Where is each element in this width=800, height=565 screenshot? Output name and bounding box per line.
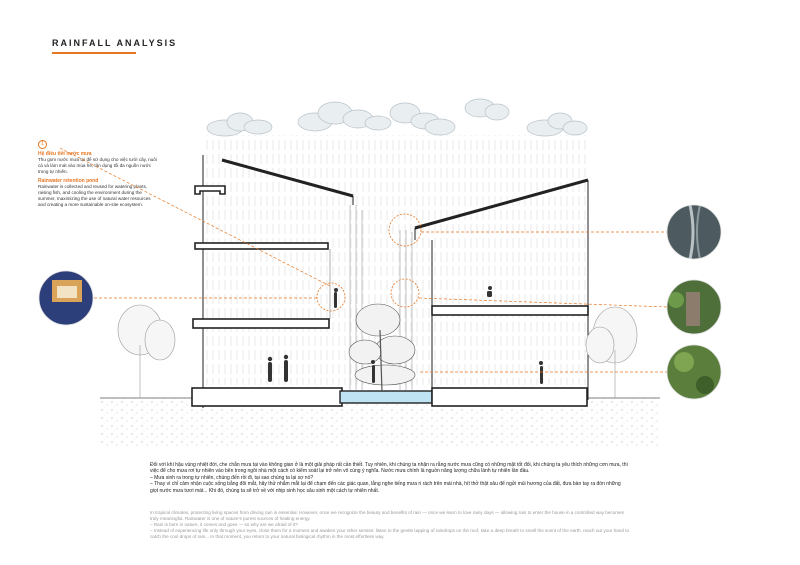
body-en-paragraph: In tropical climates, protecting living spaces from driving rain is essential. However, once we recognize the beauty and benefits of rain — once we learn to love rainy days — allowing rain to enter the house in a controlled way becomes truly meaningful. Rainwater is one of nature's purest sources of healing energy. bbox=[150, 510, 624, 521]
body-text-vietnamese bbox=[150, 462, 630, 494]
body-text-english bbox=[150, 510, 630, 540]
note-heading-en: Rainwater retention pond bbox=[38, 178, 99, 184]
body-en-paragraph: – Instead of experiencing life only through your eyes, close them for a moment and awaken your other senses: listen to the gentle tapping of raindrops on the roof, take a deep breath to smell the scent of the earth, reach out your hand to catch the cool drops of rain... In that moment, you return to your natural biological rhythm in the most effortless way. bbox=[150, 528, 630, 539]
body-en-paragraph: – Rain is born in nature, it comes and goes — so why are we afraid of it? bbox=[150, 522, 298, 527]
page-title: RAINFALL ANALYSIS bbox=[52, 38, 178, 48]
note-text-vi: Thu gom nước mưa tại để sử dụng cho việc tưới cây, nuôi cá và làm mát vào mùa hè, tận dụng tối đa nguồn nước trong tự nhiên. bbox=[38, 157, 157, 174]
retention-pond bbox=[340, 391, 432, 403]
note-text-en: Rainwater is collected and reused for watering plants, raising fish, and cooling the environment during the summer, maximizing the use of natural water resources and creating a more sustainable on-site ecosystem. bbox=[38, 184, 151, 207]
body-vi-paragraph: – Thay vì chỉ cảm nhận cuộc sống bằng đôi mắt, hãy thử nhắm mắt lại để chạm đến các giác quan, lắng nghe tiếng mưa ri rách trên mái nhà, hít thở thật sâu để ngửi mùi hương của đất, đưa bàn tay ra đón những giọt nước mưa tươi mát... Khi đó, chúng ta sẽ trở về với nhịp sinh học sâu sinh một cách tự nhiên nhất. bbox=[150, 481, 621, 494]
body-vi-paragraph: Đối với khí hậu vùng nhiệt đới, che chắn mưa tại vào không gian ở là một giải pháp rất cần thiết. Tuy nhiên, khi chúng ta nhận ra rằng nước mưa cũng có những mặt tốt đối, khi chúng ta yêu thích những cơn mưa, thì việc để cho mưa rơi tự nhiên vào bên trong ngôi nhà một cách có kiểm soát lại trở nên vô cùng ý nghĩa. Nước mưa chính là nguồn năng lượng chữa lành tự nhiên lần đầu. bbox=[150, 462, 628, 475]
note-heading-vi: Hệ điều tiết nước mưa bbox=[38, 151, 92, 157]
body-vi-paragraph: – Mưa sinh ra trong tự nhiên, chúng đến rồi đi, tại sao chúng ta lại sợ nó? bbox=[150, 474, 314, 481]
note-number-badge: 1 bbox=[38, 140, 47, 149]
rain-cloud-icon bbox=[207, 99, 587, 136]
